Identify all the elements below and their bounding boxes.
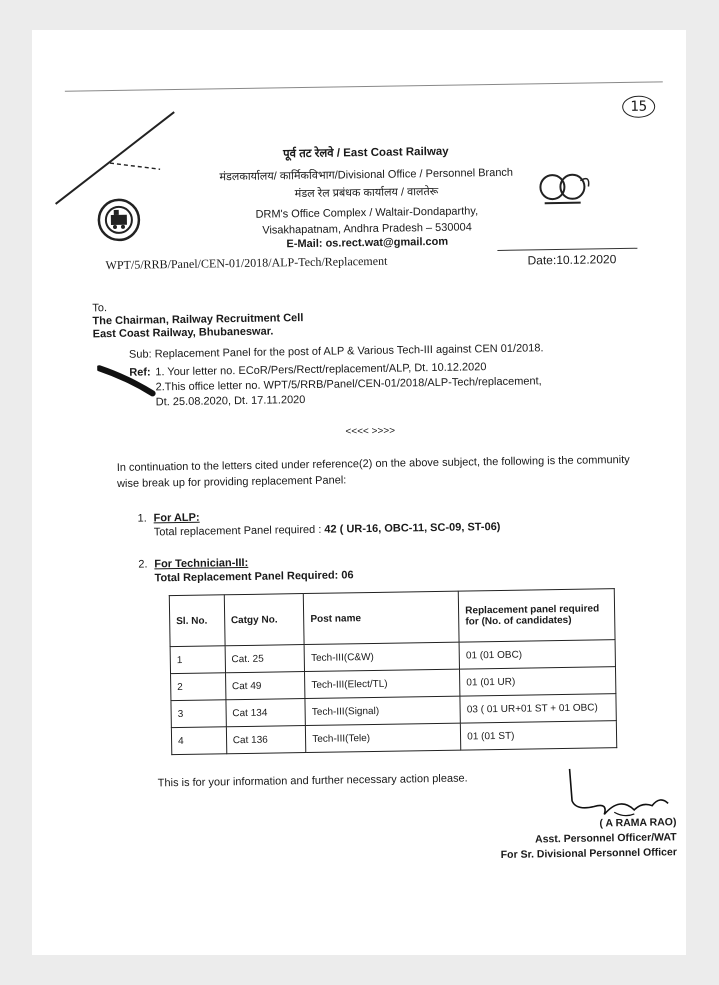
section-alp-heading: For ALP:	[153, 511, 200, 525]
table-cell: Tech-III(Elect/TL)	[305, 669, 460, 698]
section-tech-detail: Total Replacement Panel Required: 06	[154, 569, 354, 585]
addressee-place: East Coast Railway, Bhubaneswar.	[92, 325, 274, 341]
table-header-cell: Catgy No.	[224, 594, 304, 646]
table-row	[171, 721, 616, 755]
page-number: 15	[622, 95, 655, 118]
table-cell: Cat 136	[226, 726, 306, 754]
alp-detail-value: 42 ( UR-16, OBC-11, SC-09, ST-06)	[324, 520, 501, 536]
table-cell: 1	[170, 646, 225, 674]
signatory-name: ( A RAMA RAO)	[599, 816, 677, 830]
letter-reference: WPT/5/RRB/Panel/CEN-01/2018/ALP-Tech/Replacement	[105, 253, 388, 273]
section-alp-number: 1.	[137, 512, 147, 525]
letter	[65, 59, 679, 948]
table-cell: 01 (01 ST)	[461, 721, 617, 750]
header-railway-name: पूर्व तट रेलवे / East Coast Railway	[282, 145, 449, 161]
table-header-row	[169, 589, 615, 647]
header-office-hindi: मंडल रेल प्रबंधक कार्यालय / वालतेरू	[294, 185, 439, 201]
table-cell: Cat. 25	[225, 645, 305, 673]
addressee-to: To.	[92, 302, 108, 315]
header-email: E-Mail: os.rect.wat@gmail.com	[286, 235, 449, 251]
table-cell: 01 (01 UR)	[460, 667, 616, 696]
subject-line: Sub: Replacement Panel for the post of ALP & Various Tech-III against CEN 01/2018.	[128, 342, 544, 361]
table-header-cell: Replacement panel required for (No. of candidates)	[458, 589, 615, 642]
date-rule	[497, 248, 637, 251]
table-cell: 01 (01 OBC)	[459, 640, 615, 669]
letter-date: Date:10.12.2020	[527, 252, 617, 268]
document-sheet	[32, 30, 686, 955]
table-cell: Tech-III(C&W)	[304, 642, 459, 671]
header-address-1: DRM's Office Complex / Waltair-Dondaparthy,	[255, 205, 479, 221]
reference-2-dates: Dt. 25.08.2020, Dt. 17.11.2020	[155, 394, 306, 409]
table-cell: 3	[171, 700, 226, 728]
section-alp	[137, 506, 500, 540]
table-cell: Cat 134	[226, 699, 306, 727]
section-alp-detail	[154, 520, 501, 539]
replacement-panel-table	[169, 588, 617, 755]
reference-2: 2.This office letter no. WPT/5/RRB/Panel/CEN-01/2018/ALP-Tech/replacement,	[155, 375, 542, 394]
separator-marks: <<<< >>>>	[345, 425, 396, 438]
table-header-cell: Post name	[304, 591, 460, 644]
signatory-block	[456, 815, 677, 863]
top-rule	[65, 81, 663, 91]
section-tech-heading: For Technician-III:	[154, 556, 249, 571]
references-block	[129, 359, 556, 411]
signatory-designation: Asst. Personnel Officer/WAT	[534, 831, 677, 846]
closing-line: This is for your information and further necessary action please.	[157, 772, 468, 790]
section-tech-number: 2.	[138, 558, 148, 571]
addressee-name: The Chairman, Railway Recruitment Cell	[92, 312, 304, 328]
reference-1: 1. Your letter no. ECoR/Pers/Rectt/replacement/ALP, Dt. 10.12.2020	[155, 361, 487, 379]
table-cell: Tech-III(Tele)	[306, 723, 461, 752]
header-address-2: Visakhapatnam, Andhra Pradesh – 530004	[262, 221, 472, 237]
alp-detail-label: Total replacement Panel required :	[153, 523, 325, 539]
signatory-for: For Sr. Divisional Personnel Officer	[500, 846, 677, 862]
table-cell: 4	[171, 727, 226, 755]
header-office: मंडलकार्यालय/ कार्मिकविभाग/Divisional Office / Personnel Branch	[219, 166, 514, 184]
table-cell: Tech-III(Signal)	[305, 696, 460, 725]
table-cell: 2	[171, 673, 226, 701]
section-technician	[138, 554, 353, 585]
references-label: Ref:	[129, 366, 151, 379]
table-cell: 03 ( 01 UR+01 ST + 01 OBC)	[460, 694, 616, 723]
intro-paragraph: In continuation to the letters cited under reference(2) on the above subject, the following is the community wise break up for providing replacement Panel:	[116, 453, 630, 490]
table-cell: Cat 49	[225, 672, 305, 700]
addressee-block	[92, 299, 303, 341]
table-header-cell: Sl. No.	[169, 595, 224, 647]
